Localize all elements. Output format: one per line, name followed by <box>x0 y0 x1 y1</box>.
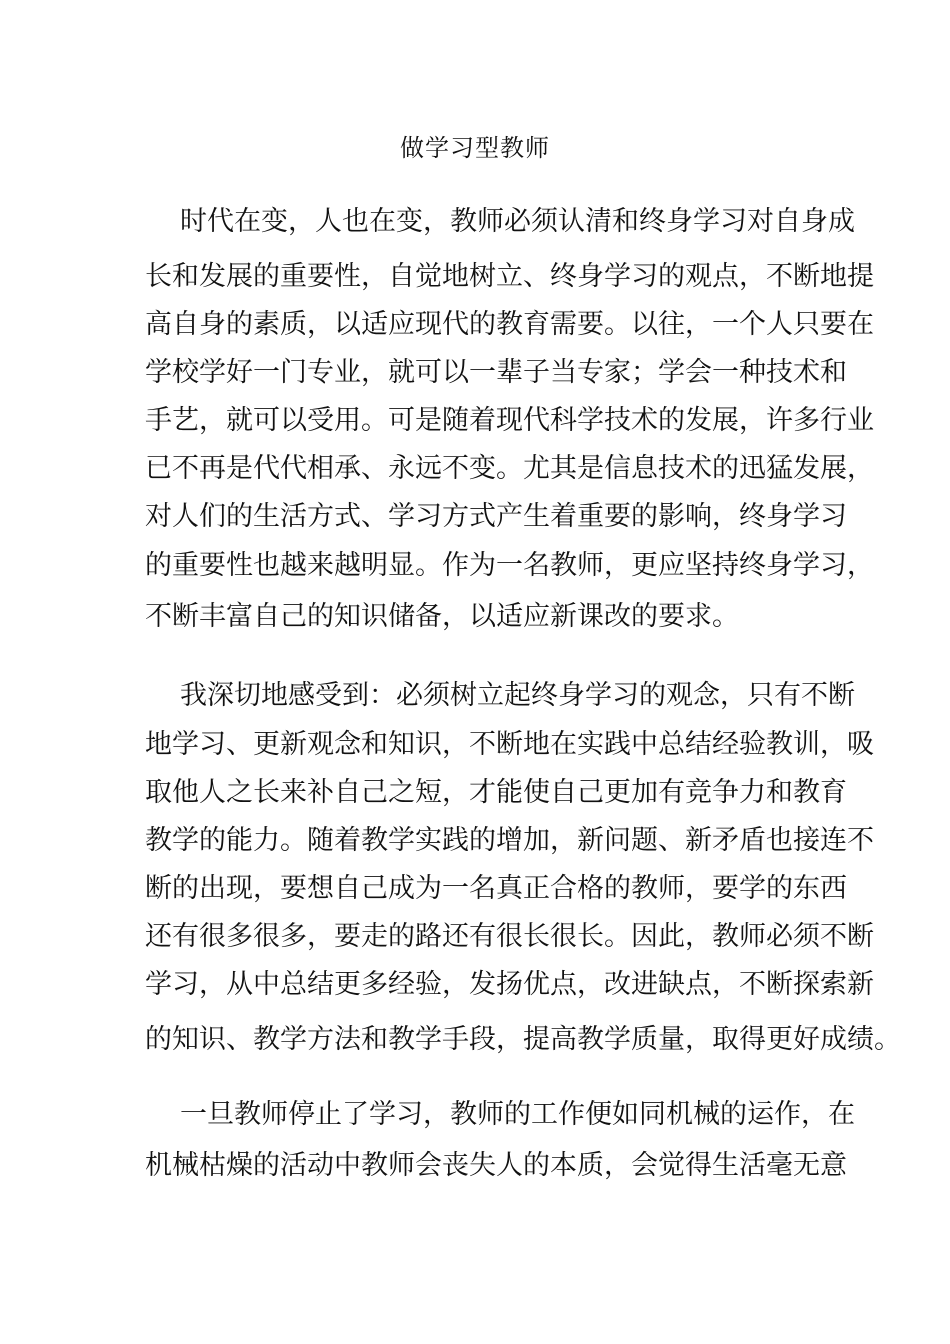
paragraph-2-line-8: 的知识、教学方法和教学手段，提高教学质量，取得更好成绩。 <box>145 1024 901 1055</box>
paragraph-1-line-5: 手艺，就可以受用。可是随着现代科学技术的发展，许多行业 <box>145 405 874 436</box>
paragraph-2-line-3: 取他人之长来补自己之短，才能使自己更加有竞争力和教育 <box>145 777 847 808</box>
paragraph-2-line-6: 还有很多很多，要走的路还有很长很长。因此，教师必须不断 <box>145 921 874 952</box>
document-title: 做学习型教师 <box>400 134 550 162</box>
paragraph-1-line-8: 的重要性也越来越明显。作为一名教师，更应坚持终身学习， <box>145 550 874 581</box>
paragraph-1-line-9: 不断丰富自己的知识储备，以适应新课改的要求。 <box>145 601 739 632</box>
paragraph-2-line-7: 学习，从中总结更多经验，发扬优点，改进缺点，不断探索新 <box>145 969 874 1000</box>
paragraph-3-line-2: 机械枯燥的活动中教师会丧失人的本质，会觉得生活毫无意 <box>145 1150 847 1181</box>
paragraph-2-line-5: 断的出现，要想自己成为一名真正合格的教师，要学的东西 <box>145 873 847 904</box>
paragraph-1-line-1: 时代在变，人也在变，教师必须认清和终身学习对自身成 <box>180 206 855 237</box>
paragraph-2-line-4: 教学的能力。随着教学实践的增加，新问题、新矛盾也接连不 <box>145 825 874 856</box>
paragraph-2-line-1: 我深切地感受到：必须树立起终身学习的观念，只有不断 <box>180 680 855 711</box>
paragraph-1-line-7: 对人们的生活方式、学习方式产生着重要的影响，终身学习 <box>145 501 847 532</box>
paragraph-2-line-2: 地学习、更新观念和知识，不断地在实践中总结经验教训，吸 <box>145 729 874 760</box>
paragraph-3-line-1: 一旦教师停止了学习，教师的工作便如同机械的运作，在 <box>180 1099 855 1130</box>
paragraph-1-line-3: 高自身的素质，以适应现代的教育需要。以往，一个人只要在 <box>145 309 874 340</box>
paragraph-1-line-6: 已不再是代代相承、永远不变。尤其是信息技术的迅猛发展， <box>145 453 874 484</box>
paragraph-1-line-2: 长和发展的重要性，自觉地树立、终身学习的观点，不断地提 <box>145 261 874 292</box>
paragraph-1-line-4: 学校学好一门专业，就可以一辈子当专家；学会一种技术和 <box>145 357 847 388</box>
